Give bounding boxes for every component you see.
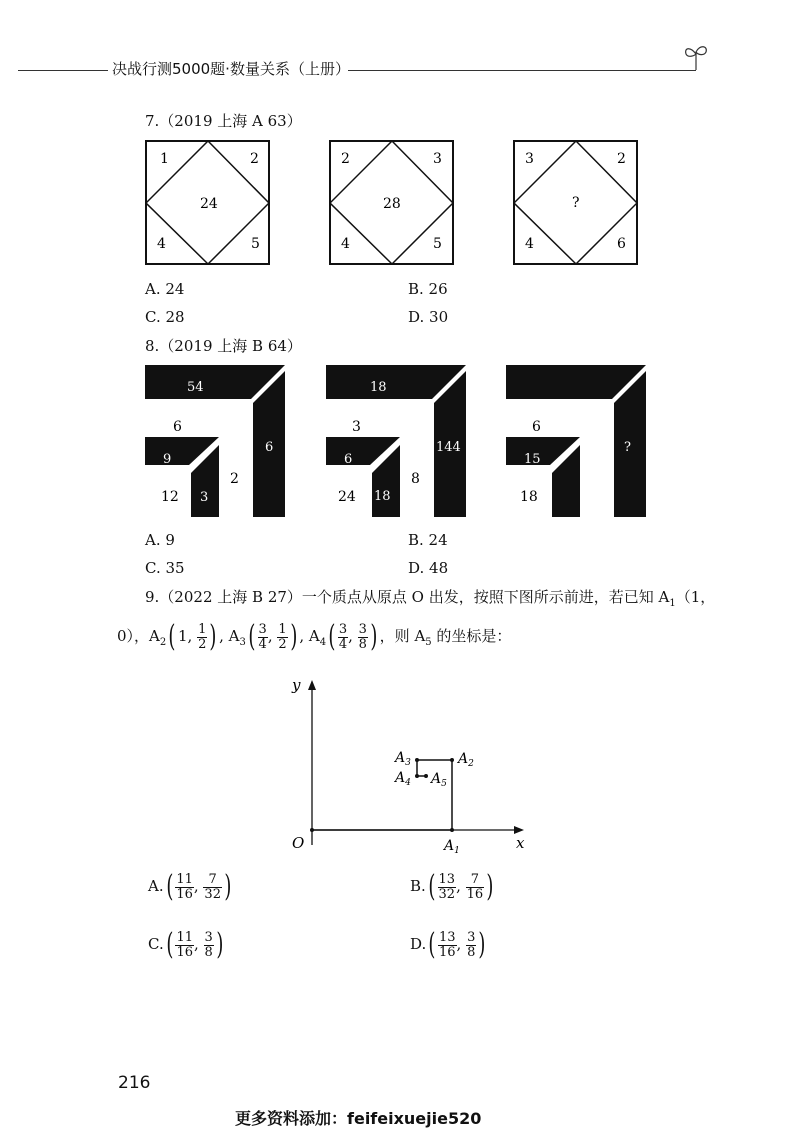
graph-a1-sub: 1 (454, 846, 460, 855)
q8-option-d[interactable]: D. 48 (408, 559, 449, 577)
q9-d-label: D. (410, 935, 427, 953)
q8-f3-lbar: 15 (524, 452, 541, 467)
q8-option-c[interactable]: C. 35 (145, 559, 185, 577)
q9-c-ynum: 3 (204, 929, 213, 945)
graph-a3-sub: 3 (405, 758, 411, 768)
q9-c-label: C. (148, 935, 164, 953)
header-rule-left (18, 70, 108, 71)
q8-f1-top: 54 (187, 380, 204, 395)
q9-a3-yden: 2 (278, 636, 287, 652)
q8-f2-rbar: 18 (374, 489, 391, 504)
q7-f3-tr: 2 (617, 151, 626, 167)
q7-figure-3 (513, 140, 639, 266)
q7-option-c[interactable]: C. 28 (145, 308, 185, 326)
q8-label: 8.（2019 上海 B 64） (145, 337, 302, 355)
graph-a4-sub: 4 (405, 778, 411, 788)
q7-f2-tl: 2 (341, 151, 350, 167)
q9-line2-end: ，则 A (379, 627, 426, 645)
q8-f2-top: 18 (370, 380, 387, 395)
q9-stem-a1-coord: （1， (675, 588, 716, 606)
graph-a3-label: A (395, 750, 406, 766)
q7-f1-bl: 4 (157, 236, 166, 252)
q9-line2-tail: 的坐标是： (431, 627, 512, 645)
q9-a4-xnum: 3 (338, 621, 348, 637)
graph-a5-sub: 5 (441, 779, 447, 789)
q8-f3-right: ? (624, 440, 631, 455)
q9-line2-start: 0），A (117, 627, 160, 645)
q9-coordinate-graph (280, 670, 540, 855)
page-number: 216 (118, 1073, 151, 1093)
header-rule-right (348, 70, 696, 71)
q9-d-ynum: 3 (467, 929, 476, 945)
q9-a-label: A. (148, 877, 164, 895)
sprout-icon (682, 40, 710, 72)
graph-y-label: y (292, 676, 301, 694)
q7-f3-bl: 4 (525, 236, 534, 252)
footer-note: 更多资料添加：feifeixuejie520 (235, 1109, 482, 1128)
q7-f1-tl: 1 (160, 151, 169, 167)
svg-text:A2 (456, 751, 474, 769)
q9-option-c[interactable]: C.( $\frac{11}{16}$ , $\frac{3}{8}$ ) (148, 927, 224, 962)
q9-a2-ynum: 1 (198, 621, 207, 637)
q9-sub-2: 2 (159, 637, 167, 648)
q8-figure-1 (145, 365, 287, 520)
q9-sub-4: 4 (319, 637, 327, 648)
q8-f3-ltop: 6 (532, 419, 541, 435)
svg-text:A1 (442, 838, 460, 855)
q7-label: 7.（2019 上海 A 63） (145, 112, 302, 130)
q9-a4-xden: 4 (338, 636, 348, 652)
q9-b-label: B. (410, 877, 426, 895)
q8-f1-rbar: 3 (200, 490, 209, 505)
q9-stem-line2: 0），$A_2$( 1, $\frac{1}{2}$ ) , $A_3$( $\frac{3}{4}$ , $\frac{1}{2}$ ) , $A_4$( $\frac{3}{4}$ , $\frac{3}{8}$ ) ，则 $A_5$ 的坐标是： (117, 619, 512, 654)
q7-f3-tl: 3 (525, 151, 534, 167)
q8-option-b[interactable]: B. 24 (408, 531, 448, 549)
q7-f2-c: 28 (383, 196, 401, 212)
q8-f3-lleft: 18 (520, 489, 538, 505)
q8-f2-lmid: 8 (411, 471, 420, 487)
q7-f1-tr: 2 (250, 151, 259, 167)
q9-sub-3: 3 (239, 637, 246, 648)
q9-sub-1: 1 (669, 598, 676, 609)
q8-option-a[interactable]: A. 9 (145, 531, 175, 549)
q9-a4-ynum: 3 (358, 621, 367, 637)
q9-a3-xnum: 3 (258, 621, 267, 637)
q9-option-d[interactable]: D.( $\frac{13}{16}$ , $\frac{3}{8}$ ) (410, 927, 486, 962)
q7-option-d[interactable]: D. 30 (408, 308, 449, 326)
graph-x-label: x (516, 834, 525, 852)
q9-a-yden: 32 (204, 886, 221, 902)
graph-a2-sub: 2 (468, 759, 474, 769)
q9-a4-yden: 8 (358, 636, 367, 652)
q7-f1-br: 5 (251, 236, 260, 252)
q9-b-yden: 16 (466, 886, 484, 902)
q9-option-a[interactable]: A.( $\frac{11}{16}$ , $\frac{7}{32}$ ) (148, 869, 232, 904)
graph-a1-label: A (444, 838, 455, 854)
graph-a5-label: A (431, 771, 442, 787)
q7-figure-1 (145, 140, 271, 266)
q7-f2-tr: 3 (433, 151, 442, 167)
q7-f1-c: 24 (200, 196, 218, 212)
q7-option-b[interactable]: B. 26 (408, 280, 448, 298)
q7-f2-bl: 4 (341, 236, 350, 252)
q8-f2-lbar: 6 (344, 452, 353, 467)
q8-figure-2 (326, 365, 468, 520)
graph-a4-label: A (395, 770, 406, 786)
q8-f1-lbar: 9 (163, 452, 172, 467)
q9-d-xden: 16 (438, 944, 456, 960)
q7-option-a[interactable]: A. 24 (145, 280, 185, 298)
q9-stem-text: 9.（2022 上海 B 27）一个质点从原点 O 出发，按照下图所示前进，若已知 A (145, 588, 670, 606)
graph-a2-label: A (458, 751, 469, 767)
q9-b-xden: 32 (438, 886, 456, 902)
q9-a3-xden: 4 (258, 636, 267, 652)
svg-text:A4 (393, 770, 411, 788)
q7-f3-br: 6 (617, 236, 626, 252)
q9-a2-x: 1 (177, 627, 188, 645)
q9-d-yden: 8 (467, 944, 476, 960)
q9-a3-ynum: 1 (278, 621, 287, 637)
q7-figure-2 (329, 140, 455, 266)
q9-option-b[interactable]: B.( $\frac{13}{32}$ , $\frac{7}{16}$ ) (410, 869, 494, 904)
q8-f1-lleft: 12 (161, 489, 179, 505)
q9-b-ynum: 7 (466, 873, 485, 888)
q9-d-xnum: 13 (438, 929, 456, 945)
q9-c-yden: 8 (204, 944, 213, 960)
q9-a2-yden: 2 (198, 636, 207, 652)
q9-b-xnum: 13 (438, 871, 456, 887)
q9-stem-line1 (145, 586, 715, 609)
q8-figure-3 (506, 365, 648, 520)
q7-f3-c: ? (572, 195, 580, 211)
q8-f2-lleft: 24 (338, 489, 356, 505)
q9-c-xden: 16 (176, 944, 193, 960)
q9-c-xnum: 11 (176, 929, 193, 945)
q7-f2-br: 5 (433, 236, 442, 252)
q8-f2-right: 144 (436, 440, 461, 455)
q9-a-ynum: 7 (203, 873, 222, 888)
q8-f1-right: 6 (265, 440, 274, 455)
q8-f2-ltop: 3 (352, 419, 361, 435)
header-title: 决战行测5000题·数量关系（上册） (112, 60, 350, 78)
q9-sub-5: 5 (425, 637, 432, 648)
q9-a-xden: 16 (176, 886, 193, 902)
q8-f1-ltop: 6 (173, 419, 182, 435)
q9-a-xnum: 11 (176, 871, 193, 887)
graph-origin-label: O (292, 834, 305, 852)
q8-f1-lmid: 2 (230, 471, 239, 487)
svg-text:A5 (429, 771, 447, 789)
svg-text:A3 (393, 750, 411, 768)
